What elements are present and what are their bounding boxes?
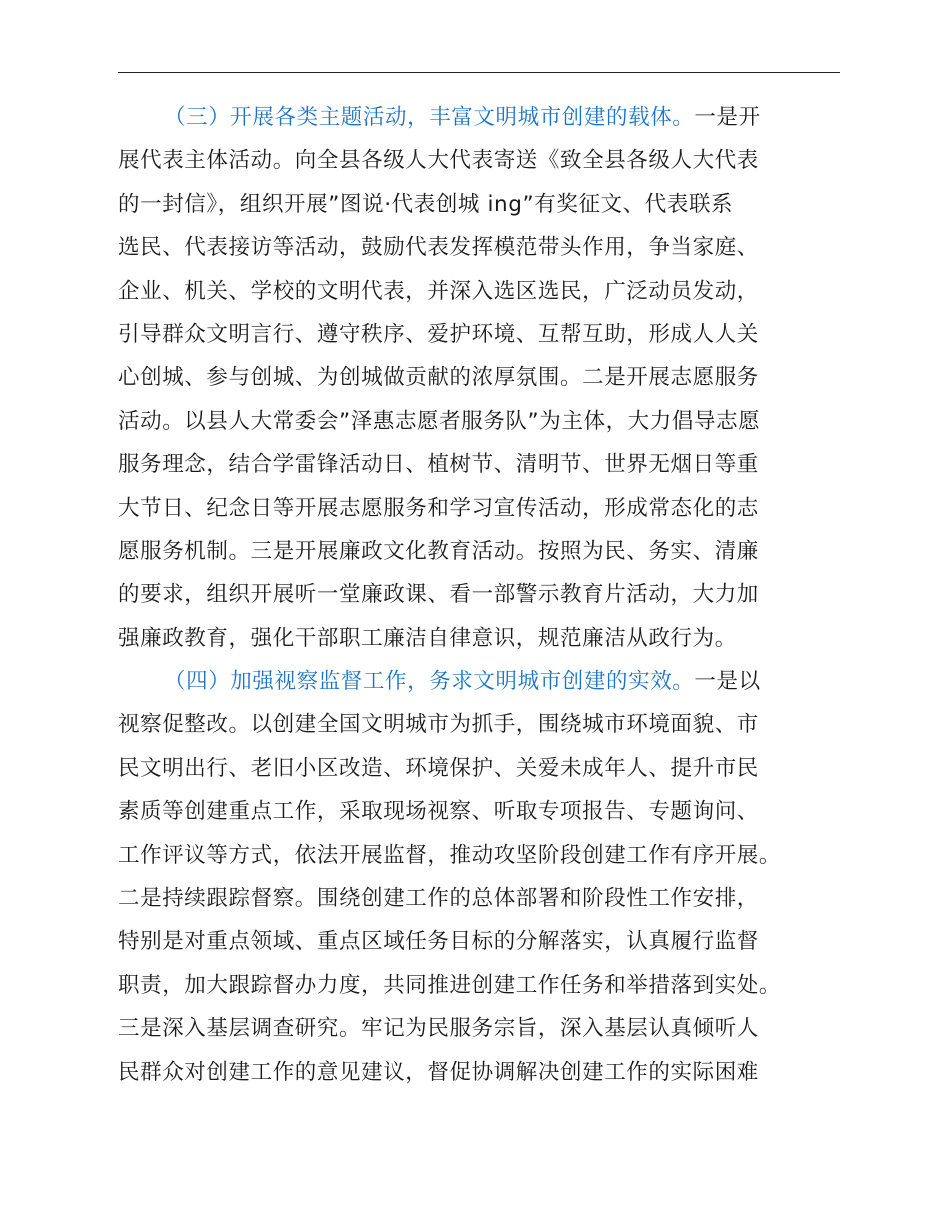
text-line: 二是持续跟踪督察。围绕创建工作的总体部署和阶段性工作安排， (118, 886, 759, 912)
text-line: 特别是对重点领域、重点区域任务目标的分解落实，认真履行监督 (118, 929, 759, 955)
paragraph-section-4 (118, 660, 848, 1094)
text-line: 服务理念，结合学雷锋活动日、植树节、清明节、世界无烟日等重 (118, 452, 759, 478)
first-line-text: 一是以 (694, 669, 761, 695)
text-line: 强廉政教育，强化干部职工廉洁自律意识，规范廉洁从政行为。 (118, 625, 737, 651)
text-line: 民文明出行、老旧小区改造、环境保护、关爱未成年人、提升市民 (118, 755, 759, 781)
text-line: 大节日、纪念日等开展志愿服务和学习宣传活动，形成常态化的志 (118, 495, 759, 521)
text-line: 的要求，组织开展听一堂廉政课、看一部警示教育片活动，大力加 (118, 582, 759, 608)
text-line: 职责，加大跟踪督办力度，共同推进创建工作任务和举措落到实处。 (118, 972, 782, 998)
text-line: 企业、机关、学校的文明代表，并深入选区选民，广泛动员发动， (118, 278, 759, 304)
section-heading-4: （四）加强视察监督工作，务求文明城市创建的实效。 (164, 669, 695, 695)
text-line: 民群众对创建工作的意见建议，督促协调解决创建工作的实际困难 (118, 1059, 759, 1085)
paragraph-section-3 (118, 96, 848, 660)
text-line: 工作评议等方式，依法开展监督，推动攻坚阶段创建工作有序开展。 (118, 842, 782, 868)
paragraph-first-line (118, 660, 848, 703)
text-line: 的一封信》，组织开展”图说·代表创城 ing”有奖征文、代表联系 (118, 191, 734, 217)
text-line: 素质等创建重点工作，采取现场视察、听取专项报告、专题询问、 (118, 799, 759, 825)
text-line: 选民、代表接访等活动，鼓励代表发挥模范带头作用，争当家庭、 (118, 235, 759, 261)
section-heading-3: （三）开展各类主题活动，丰富文明城市创建的载体。 (164, 105, 695, 130)
paragraph-first-line (118, 96, 848, 139)
document-body (118, 96, 848, 1094)
first-line-text: 一是开 (694, 105, 761, 130)
text-line: 三是深入基层调查研究。牢记为民服务宗旨，深入基层认真倾听人 (118, 1016, 759, 1042)
text-line: 引导群众文明言行、遵守秩序、爱护环境、互帮互助，形成人人关 (118, 321, 759, 347)
text-line: 展代表主体活动。向全县各级人大代表寄送《致全县各级人大代表 (118, 148, 759, 174)
text-line: 视察促整改。以创建全国文明城市为抓手，围绕城市环境面貌、市 (118, 712, 759, 738)
header-rule (118, 72, 840, 73)
text-line: 愿服务机制。三是开展廉政文化教育活动。按照为民、务实、清廉 (118, 538, 759, 564)
text-line: 活动。以县人大常委会”泽惠志愿者服务队”为主体，大力倡导志愿 (118, 408, 761, 434)
text-line: 心创城、参与创城、为创城做贡献的浓厚氛围。二是开展志愿服务 (118, 365, 759, 391)
